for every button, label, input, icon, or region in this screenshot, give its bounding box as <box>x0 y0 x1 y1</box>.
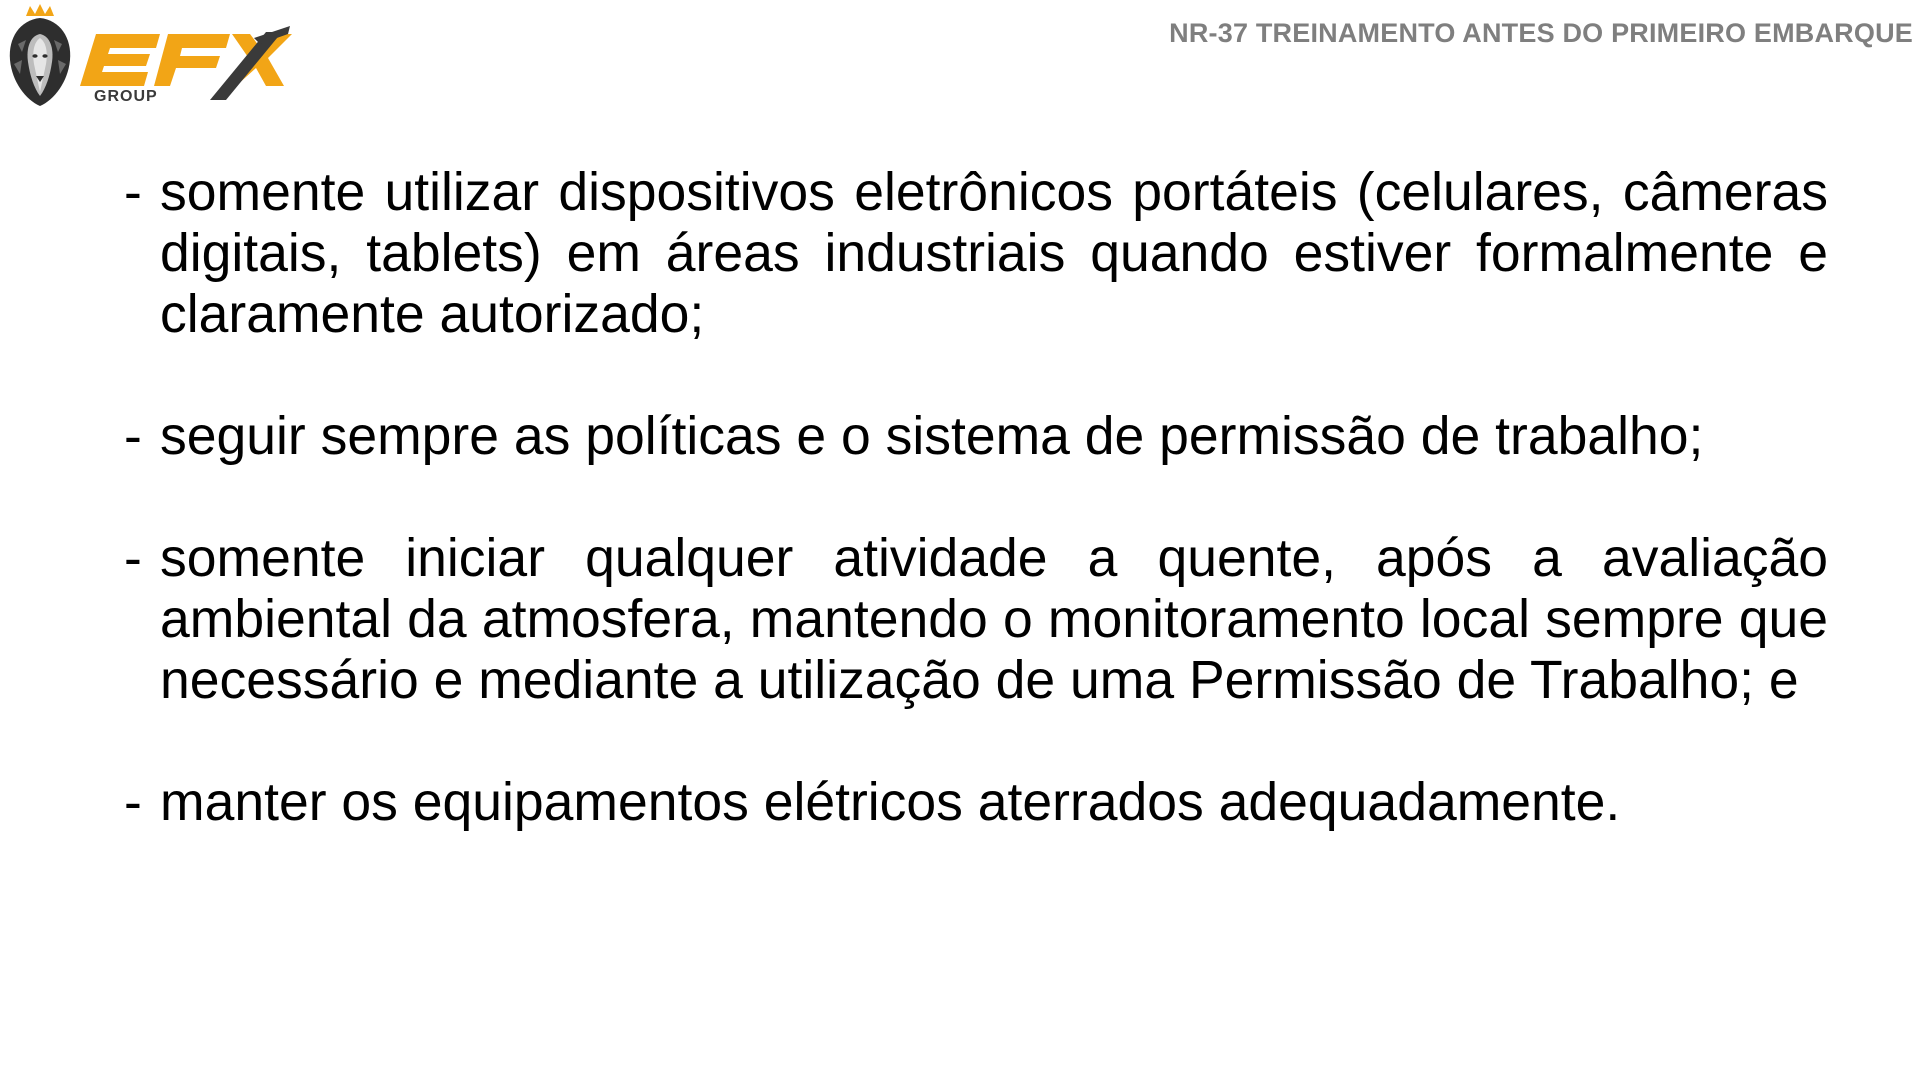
bullet-text: manter os equipamentos elétricos aterrados adequadamente. <box>160 773 1621 832</box>
bullet-dash: - <box>124 163 142 222</box>
bullet-dash: - <box>124 773 142 832</box>
lion-head-icon <box>10 4 70 106</box>
svg-text:GROUP: GROUP <box>94 88 158 105</box>
bullet-list <box>124 162 1828 894</box>
list-item <box>124 406 1828 467</box>
efx-group-logo <box>4 4 294 108</box>
list-item <box>124 162 1828 345</box>
bullet-text: somente utilizar dispositivos eletrônicos portáteis (celulares, câmeras digitais, tablets) em áreas industriais quando estiver formalmente e claramente autorizado; <box>160 163 1828 344</box>
bullet-text: seguir sempre as políticas e o sistema de permissão de trabalho; <box>160 407 1704 466</box>
bullet-text: somente iniciar qualquer atividade a quente, após a avaliação ambiental da atmosfera, mantendo o monitoramento local sempre que necessário e mediante a utilização de uma Permissão de Trabalho; e <box>160 529 1828 710</box>
bullet-dash: - <box>124 529 142 588</box>
list-item <box>124 528 1828 711</box>
list-item <box>124 772 1828 833</box>
page-header-title: NR-37 TREINAMENTO ANTES DO PRIMEIRO EMBARQUE <box>1169 18 1913 48</box>
bullet-dash: - <box>124 407 142 466</box>
